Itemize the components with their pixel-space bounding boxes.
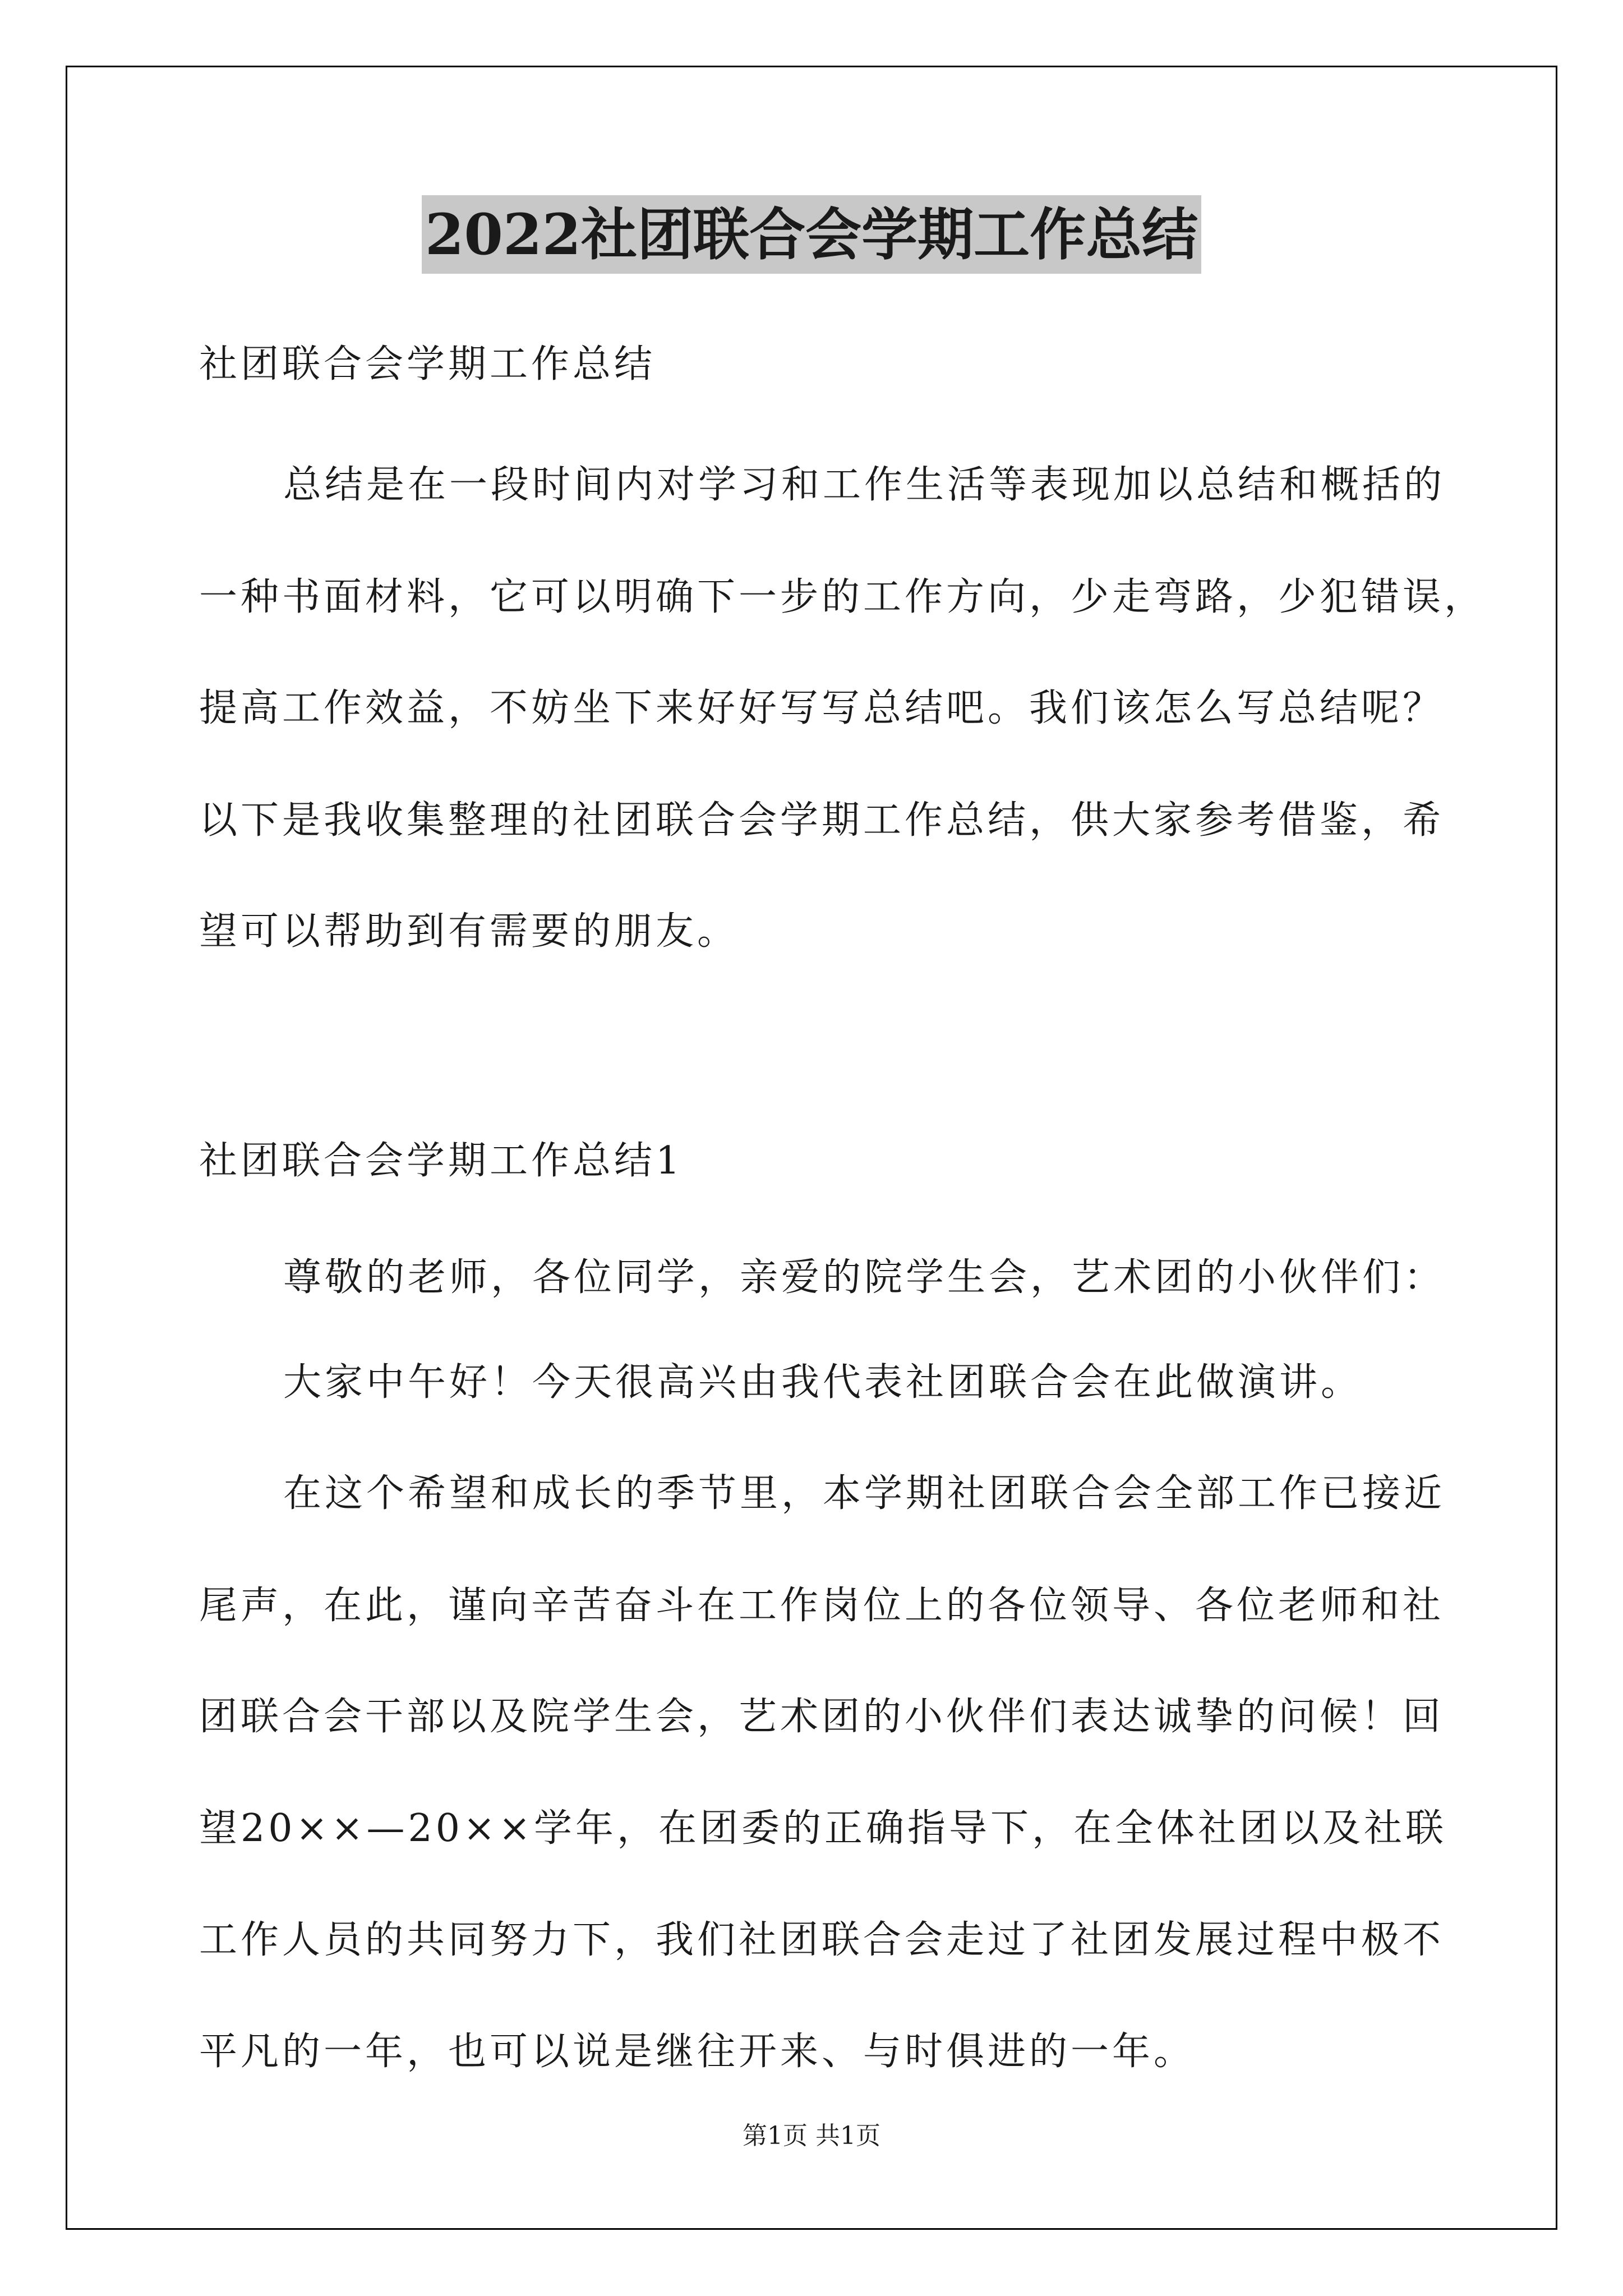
paragraph-line: 在这个希望和成长的季节里，本学期社团联合会全部工作已接近 — [283, 1471, 1446, 1516]
paragraph-line: 一种书面材料，它可以明确下一步的工作方向，少走弯路，少犯错误， — [199, 575, 1486, 619]
paragraph-line: 望20××—20××学年，在团委的正确指导下，在全体社团以及社联 — [199, 1806, 1447, 1851]
page-number: 第1页 共1页 — [743, 2122, 880, 2150]
paragraph-line: 团联合会干部以及院学生会，艺术团的小伙伴们表达诚挚的问候！回 — [199, 1695, 1445, 1739]
section-heading: 社团联合会学期工作总结 — [199, 342, 656, 386]
document-title-text: 2022社团联合会学期工作总结 — [422, 195, 1201, 274]
document-title — [0, 195, 1623, 274]
paragraph-line: 总结是在一段时间内对学习和工作生活等表现加以总结和概括的 — [283, 463, 1446, 507]
paragraph-line: 平凡的一年，也可以说是继往开来、与时俱进的一年。 — [199, 2030, 1196, 2074]
section-heading: 社团联合会学期工作总结1 — [199, 1139, 684, 1183]
paragraph-line: 尾声，在此，谨向辛苦奋斗在工作岗位上的各位领导、各位老师和社 — [199, 1584, 1445, 1628]
paragraph-line: 尊敬的老师，各位同学，亲爱的院学生会，艺术团的小伙伴们： — [283, 1255, 1446, 1300]
paragraph-line: 工作人员的共同努力下，我们社团联合会走过了社团发展过程中极不 — [199, 1918, 1445, 1962]
paragraph-line: 望可以帮助到有需要的朋友。 — [199, 909, 739, 954]
paragraph-line: 以下是我收集整理的社团联合会学期工作总结，供大家参考借鉴，希 — [199, 798, 1445, 843]
paragraph-line: 提高工作效益，不妨坐下来好好写写总结吧。我们该怎么写总结呢？ — [199, 686, 1445, 730]
paragraph-line: 大家中午好！今天很高兴由我代表社团联合会在此做演讲。 — [283, 1360, 1363, 1405]
